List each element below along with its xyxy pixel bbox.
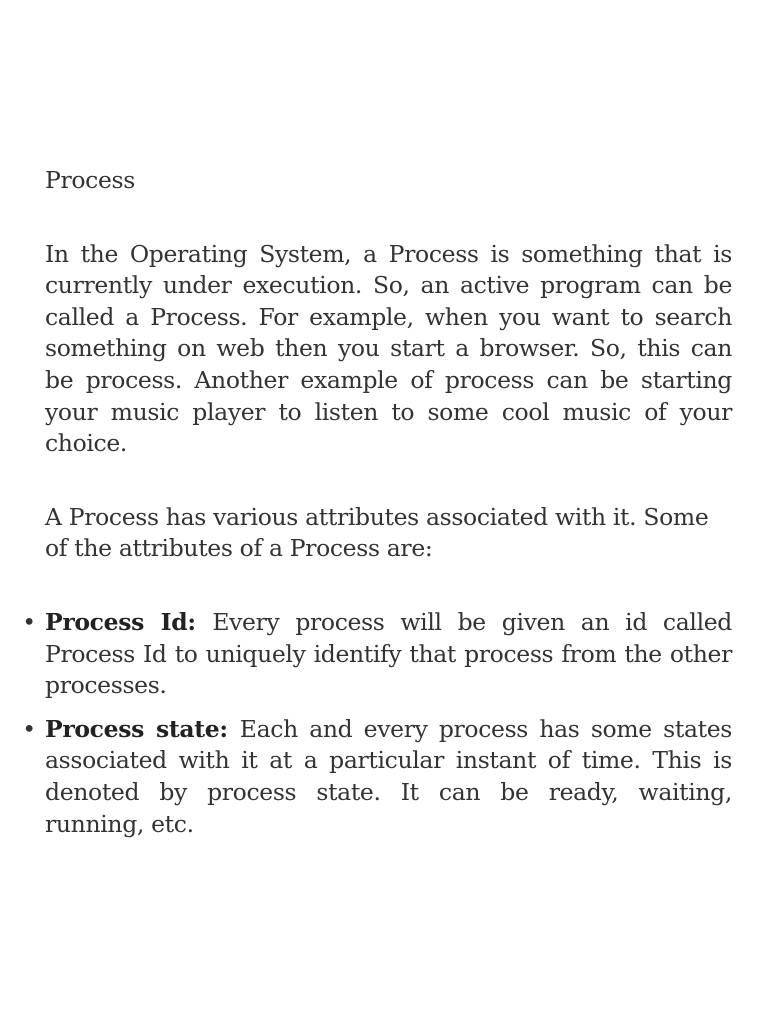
bullet-icon: • (22, 607, 36, 636)
document-page (22, 165, 732, 852)
page-title: Process (45, 166, 135, 194)
attribute-term: Process state: (45, 714, 240, 743)
attribute-description: Each and every process has some states associated with it at a particular instant of time. This is denoted by process state. It can be ready, waiting, running, etc. (45, 714, 732, 838)
list-item (22, 714, 732, 840)
attributes-intro-paragraph: A Process has various attributes associated with it. Some of the attributes of a Process are: (45, 502, 709, 563)
list-item (22, 607, 732, 702)
intro-paragraph: In the Operating System, a Process is something that is currently under execution. So, an active program can be called a Process. For example, when you want to search something on web then you start a browser. So, this can be process. Another example of process can be starting your music player to listen to some cool music of your choice. (45, 239, 732, 458)
attribute-list (22, 607, 732, 840)
attribute-term: Process Id: (45, 607, 213, 636)
bullet-icon: • (22, 714, 36, 743)
attribute-description: Every process will be given an id called Process Id to uniquely identify that process from the other processes. (45, 607, 732, 700)
